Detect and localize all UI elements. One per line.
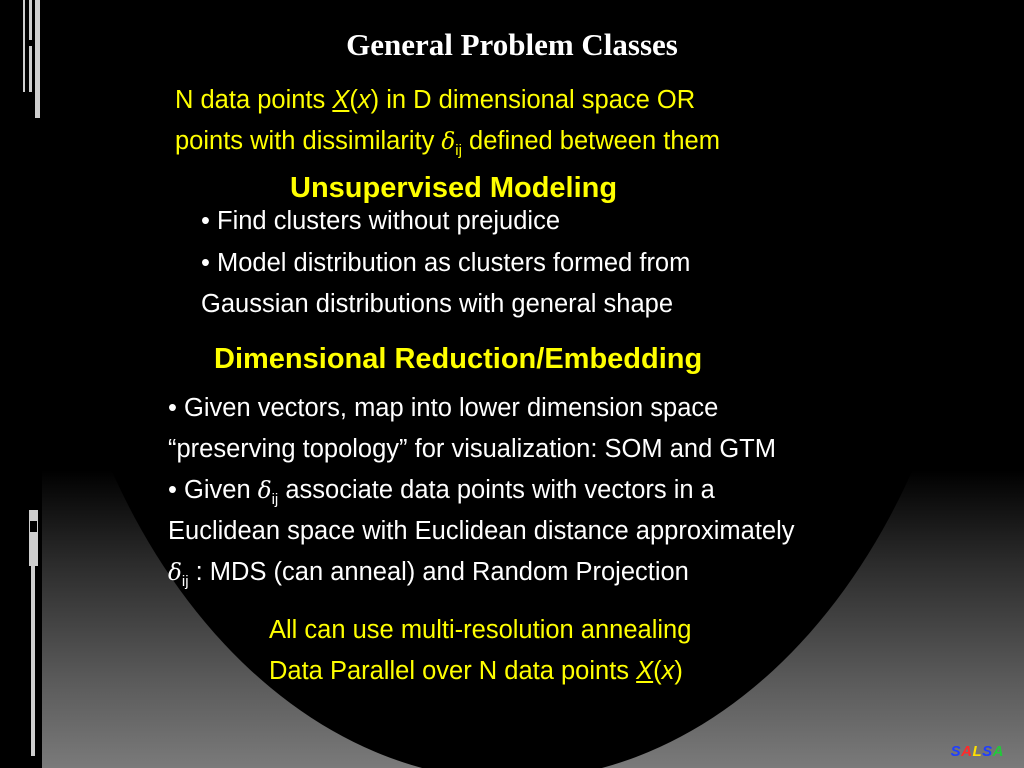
- text: associate data points with vectors in a: [278, 476, 715, 504]
- delta-symbol: δ: [168, 560, 182, 586]
- decor-bar: [29, 510, 38, 566]
- var-x: x: [661, 657, 675, 685]
- unsupervised-bullet-2-line-2: Gaussian distributions with general shape: [201, 290, 674, 318]
- var-X: X: [332, 86, 350, 114]
- delta-symbol: δ: [441, 129, 456, 155]
- text: defined between them: [461, 127, 720, 155]
- text: : MDS (can anneal) and Random Projection: [188, 558, 689, 586]
- logo-letter: A: [961, 743, 973, 760]
- closing-line-2: [269, 651, 683, 692]
- var-X: X: [636, 657, 654, 685]
- text: Data Parallel over N data points: [269, 657, 637, 685]
- paren: (: [349, 86, 358, 114]
- subscript-ij: ij: [181, 573, 189, 591]
- logo-letter: L: [972, 743, 983, 760]
- text: N data points: [175, 86, 333, 114]
- decor-bar: [31, 566, 35, 756]
- paren: (: [653, 657, 662, 685]
- var-x: x: [357, 86, 371, 114]
- text: ) in D dimensional space OR: [370, 86, 696, 114]
- reduction-bullet-1-line-1: • Given vectors, map into lower dimension space: [168, 394, 719, 422]
- unsupervised-bullet-2-line-1: • Model distribution as clusters formed from: [201, 249, 691, 277]
- delta-symbol: δ: [257, 478, 272, 504]
- subscript-ij: ij: [455, 142, 462, 160]
- reduction-heading: Dimensional Reduction/Embedding: [214, 343, 703, 375]
- reduction-bullet-1-line-2: “preserving topology” for visualization: SOM and GTM: [168, 435, 776, 463]
- intro-line-1: [175, 80, 695, 121]
- logo-letter: S: [950, 743, 962, 760]
- text: • Given: [168, 476, 258, 504]
- unsupervised-heading: Unsupervised Modeling: [290, 172, 618, 204]
- unsupervised-bullet-1: • Find clusters without prejudice: [201, 207, 561, 235]
- paren: ): [674, 657, 683, 685]
- reduction-bullet-2-line-1: [168, 470, 715, 512]
- intro-line-2: [175, 121, 720, 163]
- reduction-bullet-2-line-2: Euclidean space with Euclidean distance approximately: [168, 517, 795, 545]
- logo-letter: S: [982, 743, 993, 760]
- closing-line-1: All can use multi-resolution annealing: [269, 616, 692, 644]
- left-strip: [0, 0, 42, 768]
- salsa-logo: [951, 743, 1004, 760]
- subscript-ij: ij: [271, 491, 279, 509]
- slide-title: General Problem Classes: [346, 27, 678, 62]
- reduction-bullet-2-line-3: [168, 552, 689, 594]
- text: points with dissimilarity: [175, 127, 442, 155]
- decor-bar: [30, 521, 37, 532]
- logo-letter: A: [992, 743, 1004, 760]
